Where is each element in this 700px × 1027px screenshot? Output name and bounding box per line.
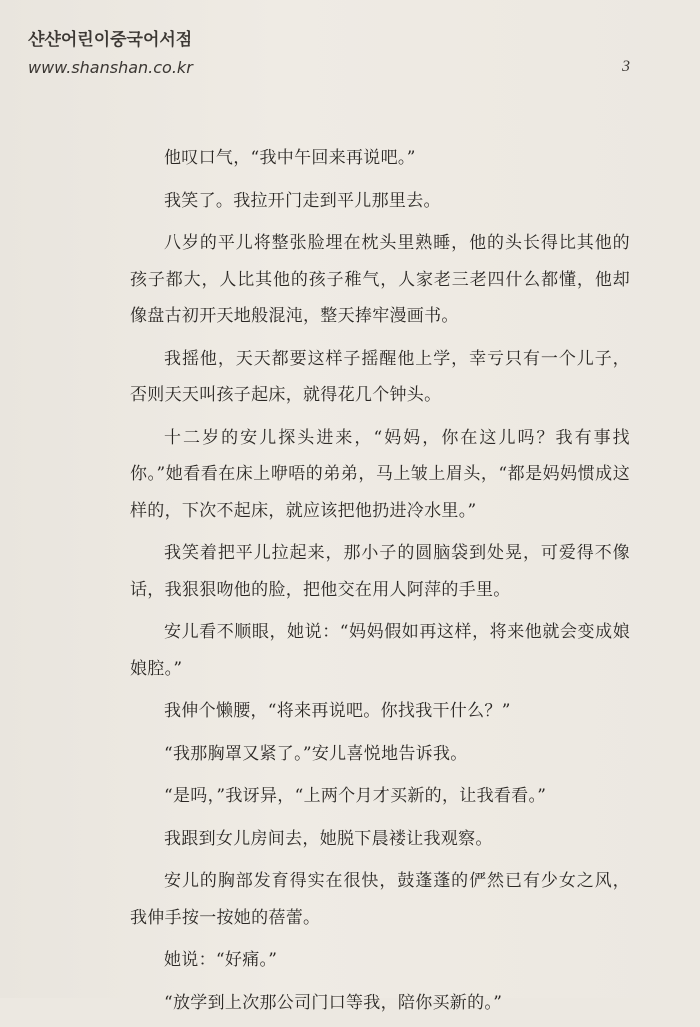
paragraph: “我那胸罩又紧了。”安儿喜悦地告诉我。 (164, 743, 468, 764)
paragraph: 我跟到女儿房间去，她脱下晨褛让我观察。 (164, 828, 493, 849)
page-number: 3 (622, 58, 630, 75)
paragraph: 我笑了。我拉开门走到平儿那里去。 (164, 190, 441, 211)
paragraph: 安儿看不顺眼，她说：“妈妈假如再这样，将来他就会变成娘娘腔。” (130, 622, 630, 679)
paragraph: 他叹口气，“我中午回来再说吧。” (164, 148, 416, 168)
paragraph: “放学到上次那公司门口等我，陪你买新的。” (164, 992, 503, 1013)
store-watermark (28, 28, 193, 78)
paragraph: “是吗，”我讶异，“上两个月才买新的，让我看看。” (164, 786, 547, 806)
paragraph: 八岁的平儿将整张脸埋在枕头里熟睡，他的头长得比其他的孩子都大，人比其他的孩子稚气，人家老三老四什么都懂，他却像盘古初开天地般混沌，整天捧牢漫画书。 (130, 233, 630, 326)
paragraph: 安儿的胸部发育得实在很快，鼓蓬蓬的俨然已有少女之风，我伸手按一按她的蓓蕾。 (130, 871, 630, 928)
store-url: www.shanshan.co.kr (28, 58, 193, 77)
paragraph: 我摇他，天天都要这样子摇醒他上学，幸亏只有一个儿子，否则天天叫孩子起床，就得花几个钟头。 (130, 348, 630, 405)
store-name: 샨샨어린이중국어서점 (28, 30, 193, 50)
paragraph: 十二岁的安儿探头进来，“妈妈，你在这儿吗？我有事找你。”她看看在床上咿唔的弟弟，马上皱上眉头，“都是妈妈惯成这样的，下次不起床，就应该把他扔进冷水里。” (130, 427, 630, 521)
paragraph: 她说：“好痛。” (164, 950, 278, 970)
body-text (130, 140, 630, 1027)
paragraph: 我笑着把平儿拉起来，那小子的圆脑袋到处晃，可爱得不像话，我狠狠吻他的脸，把他交在用人阿萍的手里。 (130, 543, 630, 600)
paragraph: 我伸个懒腰，“将来再说吧。你找我干什么？” (164, 701, 511, 721)
